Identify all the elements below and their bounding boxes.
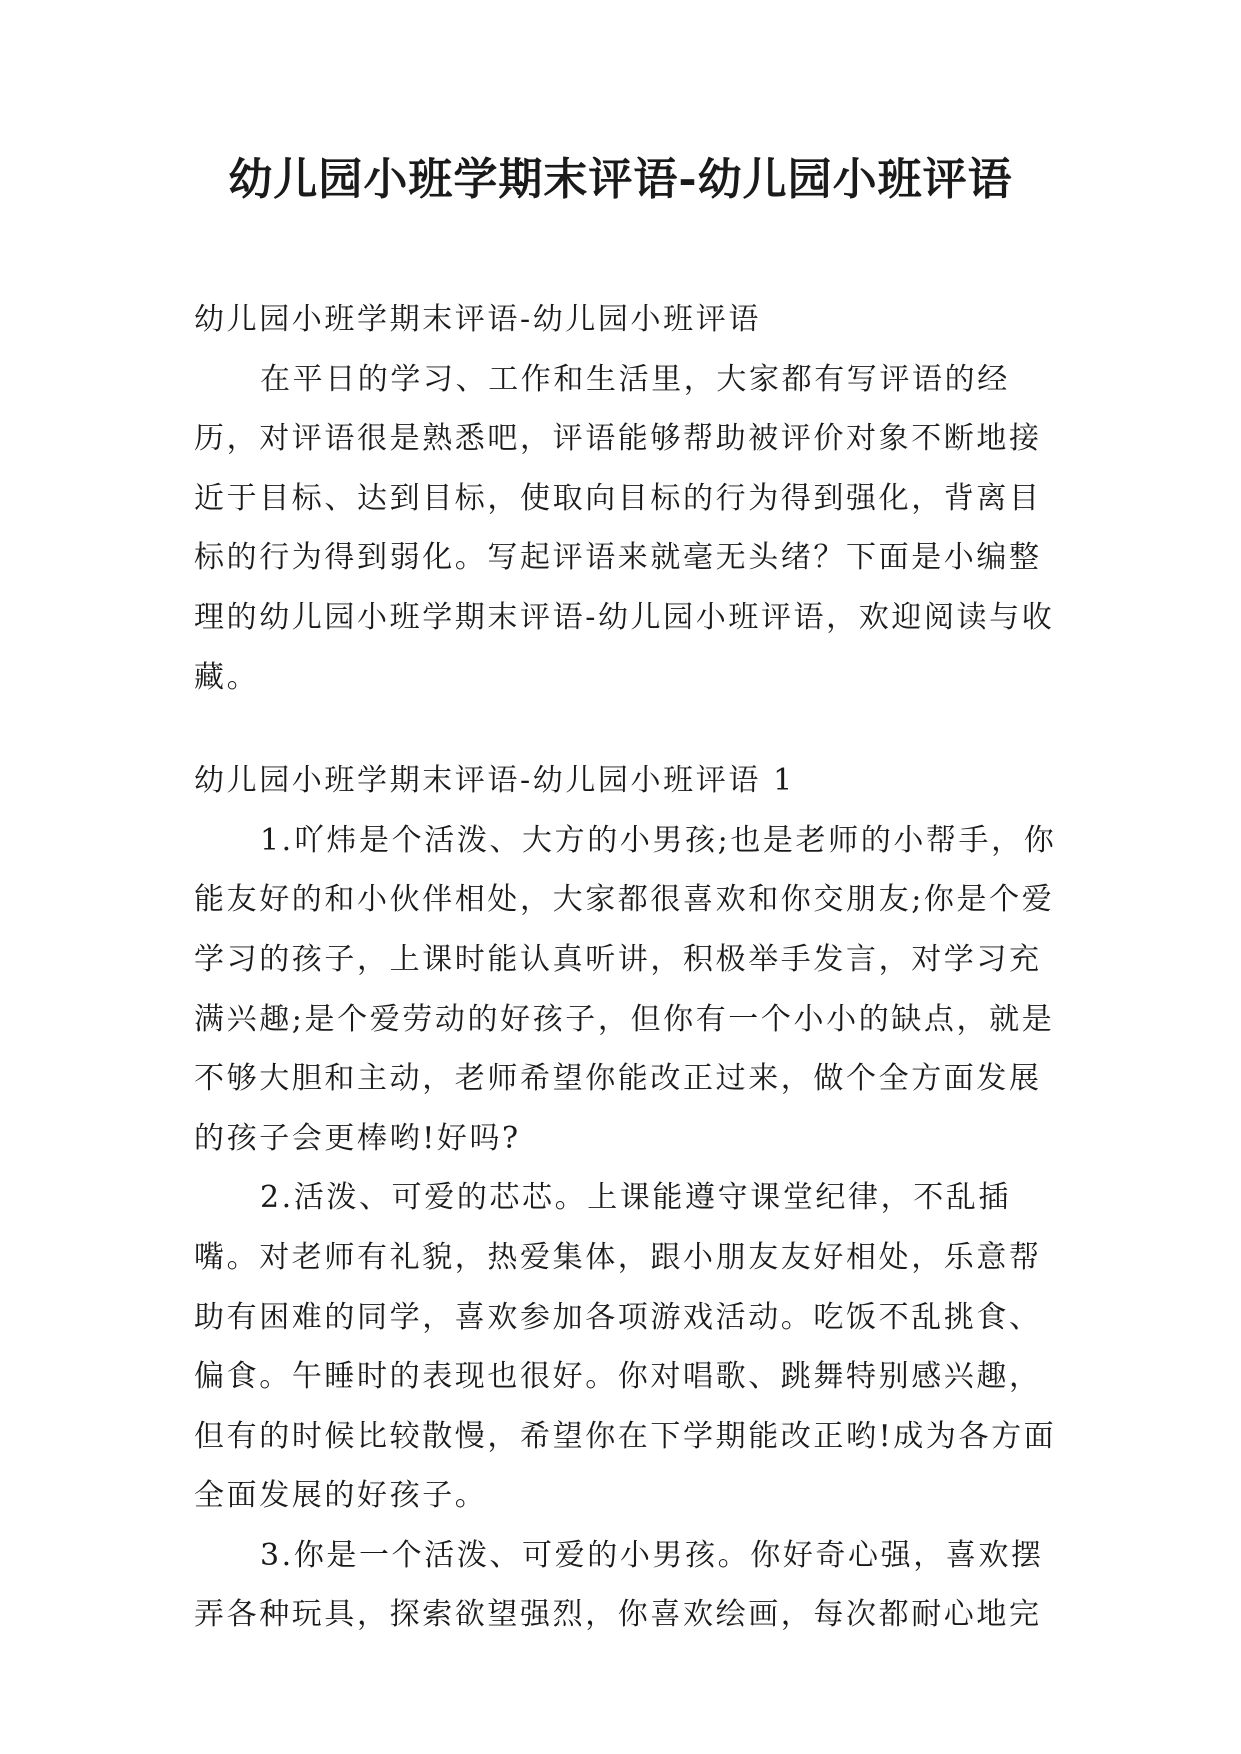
text-line: 目标、达到目标，使取向目标的行为得到强化，背离目标的	[194, 480, 1042, 576]
document-title: 幼儿园小班学期末评语-幼儿园小班评语	[228, 154, 1013, 205]
paragraph-spacer	[194, 707, 1074, 751]
comment-item-1	[194, 811, 1074, 1169]
intro-paragraph	[194, 350, 1074, 708]
comment-item-3	[194, 1526, 1074, 1645]
section-heading: 幼儿园小班学期末评语-幼儿园小班评语 1	[194, 763, 795, 799]
text-line: 幼儿园小班学期末评语-幼儿园小班评语，欢迎阅读与收藏。	[194, 599, 1055, 695]
text-line: 在平日的学习、工作和生活里，大家都有写评语的经历，	[194, 361, 1010, 457]
text-line: 对老师有礼貌，热爱集体，跟小朋友友好相处，乐意帮助有	[194, 1239, 1042, 1335]
text-line: 时候比较散慢，希望你在下学期能改正哟!成为各方面全面	[194, 1418, 1057, 1514]
text-line: 发展的好孩子。	[259, 1478, 488, 1514]
text-line: 习充满兴趣;是个爱劳动的好孩子，但你有一个小小的缺点，	[194, 941, 1042, 1037]
text-line: 对评语很是熟悉吧，评语能够帮助被评价对象不断地接近于	[194, 421, 1042, 516]
comment-item-2	[194, 1168, 1074, 1526]
text-line: 就是不够大胆和主动，老师希望你能改正过来，做个全方面	[194, 1001, 1055, 1097]
text-line: 2.活泼、可爱的芯芯。上课能遵守课堂纪律，不乱插嘴。	[194, 1180, 1012, 1275]
document-subtitle: 幼儿园小班学期末评语-幼儿园小班评语	[194, 302, 761, 337]
text-line: 发展的孩子会更棒哟!好吗?	[194, 1061, 1042, 1156]
text-line: 个爱学习的孩子，上课时能认真听讲，积极举手发言，对学	[194, 882, 1055, 977]
text-line: 困难的同学，喜欢参加各项游戏活动。吃饭不乱挑食、偏食。	[194, 1299, 1042, 1395]
text-line: 你能友好的和小伙伴相处，大家都很喜欢和你交朋友;你是	[194, 822, 1057, 918]
text-line: 午睡时的表现也很好。你对唱歌、跳舞特别感兴趣，但有的	[194, 1359, 1042, 1454]
text-line: 弄各种玩具，探索欲望强烈，你喜欢绘画，每次都耐心地完	[194, 1597, 1042, 1633]
text-line: 1.吖炜是个活泼、大方的小男孩;也是老师的小帮手，	[260, 822, 1024, 858]
document-body	[194, 290, 1074, 1645]
text-line: 3.你是一个活泼、可爱的小男孩。你好奇心强，喜欢摆	[260, 1537, 1044, 1573]
text-line: 行为得到弱化。写起评语来就毫无头绪？下面是小编整理的	[194, 540, 1042, 635]
